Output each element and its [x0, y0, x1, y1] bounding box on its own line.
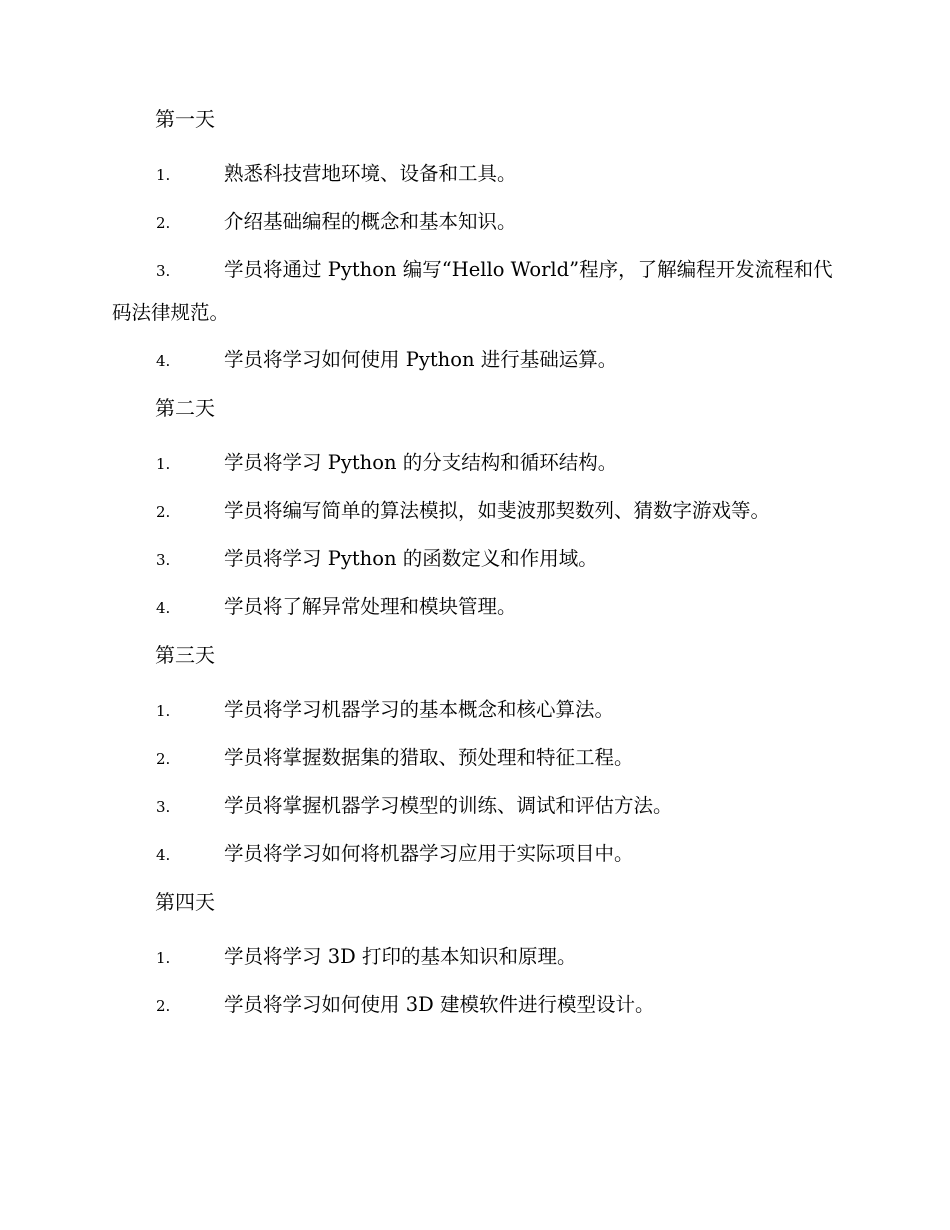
list-item-text: 学员将学习 3D 打印的基本知识和原理。	[224, 945, 577, 968]
list-item-number: 3.	[156, 798, 171, 816]
list-item-number: 3.	[156, 262, 171, 280]
list-item-text: 介绍基础编程的概念和基本知识。	[224, 210, 517, 233]
list-item-number: 4.	[156, 352, 171, 370]
list-item-number: 3.	[156, 551, 171, 569]
list-item-number: 4.	[156, 846, 171, 864]
list-item	[112, 689, 837, 732]
document-content	[112, 106, 837, 1040]
list-item-number: 4.	[156, 599, 171, 617]
day-heading: 第三天	[155, 643, 215, 667]
list-item-text: 熟悉科技营地环境、设备和工具。	[224, 162, 517, 185]
list-item	[112, 984, 837, 1027]
list-item-number: 2.	[156, 750, 171, 768]
list-item	[112, 490, 837, 533]
list-item-text: 学员将学习 Python 的分支结构和循环结构。	[224, 451, 618, 474]
list-item-text: 学员将掌握机器学习模型的训练、调试和评估方法。	[224, 794, 673, 817]
list-item	[112, 833, 837, 876]
list-item	[112, 936, 837, 979]
list-item	[112, 785, 837, 828]
list-item-text: 学员将了解异常处理和模块管理。	[224, 595, 517, 618]
list-item	[112, 538, 837, 581]
list-item-text: 学员将通过 Python 编写“Hello World”程序，了解编程开发流程和代码法律规范。	[112, 258, 833, 324]
list-item-number: 2.	[156, 997, 171, 1015]
day-heading: 第四天	[155, 890, 215, 914]
day-heading: 第二天	[155, 396, 215, 420]
list-item-number: 1.	[156, 949, 171, 967]
list-item-text: 学员将掌握数据集的猎取、预处理和特征工程。	[224, 746, 634, 769]
list-item-text: 学员将学习如何将机器学习应用于实际项目中。	[224, 842, 634, 865]
list-item	[112, 737, 837, 780]
list-item-text: 学员将学习 Python 的函数定义和作用域。	[224, 547, 598, 570]
list-item-number: 1.	[156, 702, 171, 720]
list-item-text: 学员将学习如何使用 3D 建模软件进行模型设计。	[224, 993, 655, 1016]
list-item-text: 学员将编写简单的算法模拟，如斐波那契数列、猜数字游戏等。	[224, 499, 771, 522]
list-item	[112, 249, 837, 334]
list-item-number: 1.	[156, 166, 171, 184]
day-heading: 第一天	[155, 107, 215, 131]
list-item	[112, 586, 837, 629]
list-item-number: 2.	[156, 214, 171, 232]
list-item-number: 2.	[156, 503, 171, 521]
list-item-number: 1.	[156, 455, 171, 473]
list-item	[112, 339, 837, 382]
list-item-text: 学员将学习如何使用 Python 进行基础运算。	[224, 348, 618, 371]
list-item	[112, 201, 837, 244]
list-item	[112, 442, 837, 485]
list-item-text: 学员将学习机器学习的基本概念和核心算法。	[224, 698, 615, 721]
list-item	[112, 153, 837, 196]
